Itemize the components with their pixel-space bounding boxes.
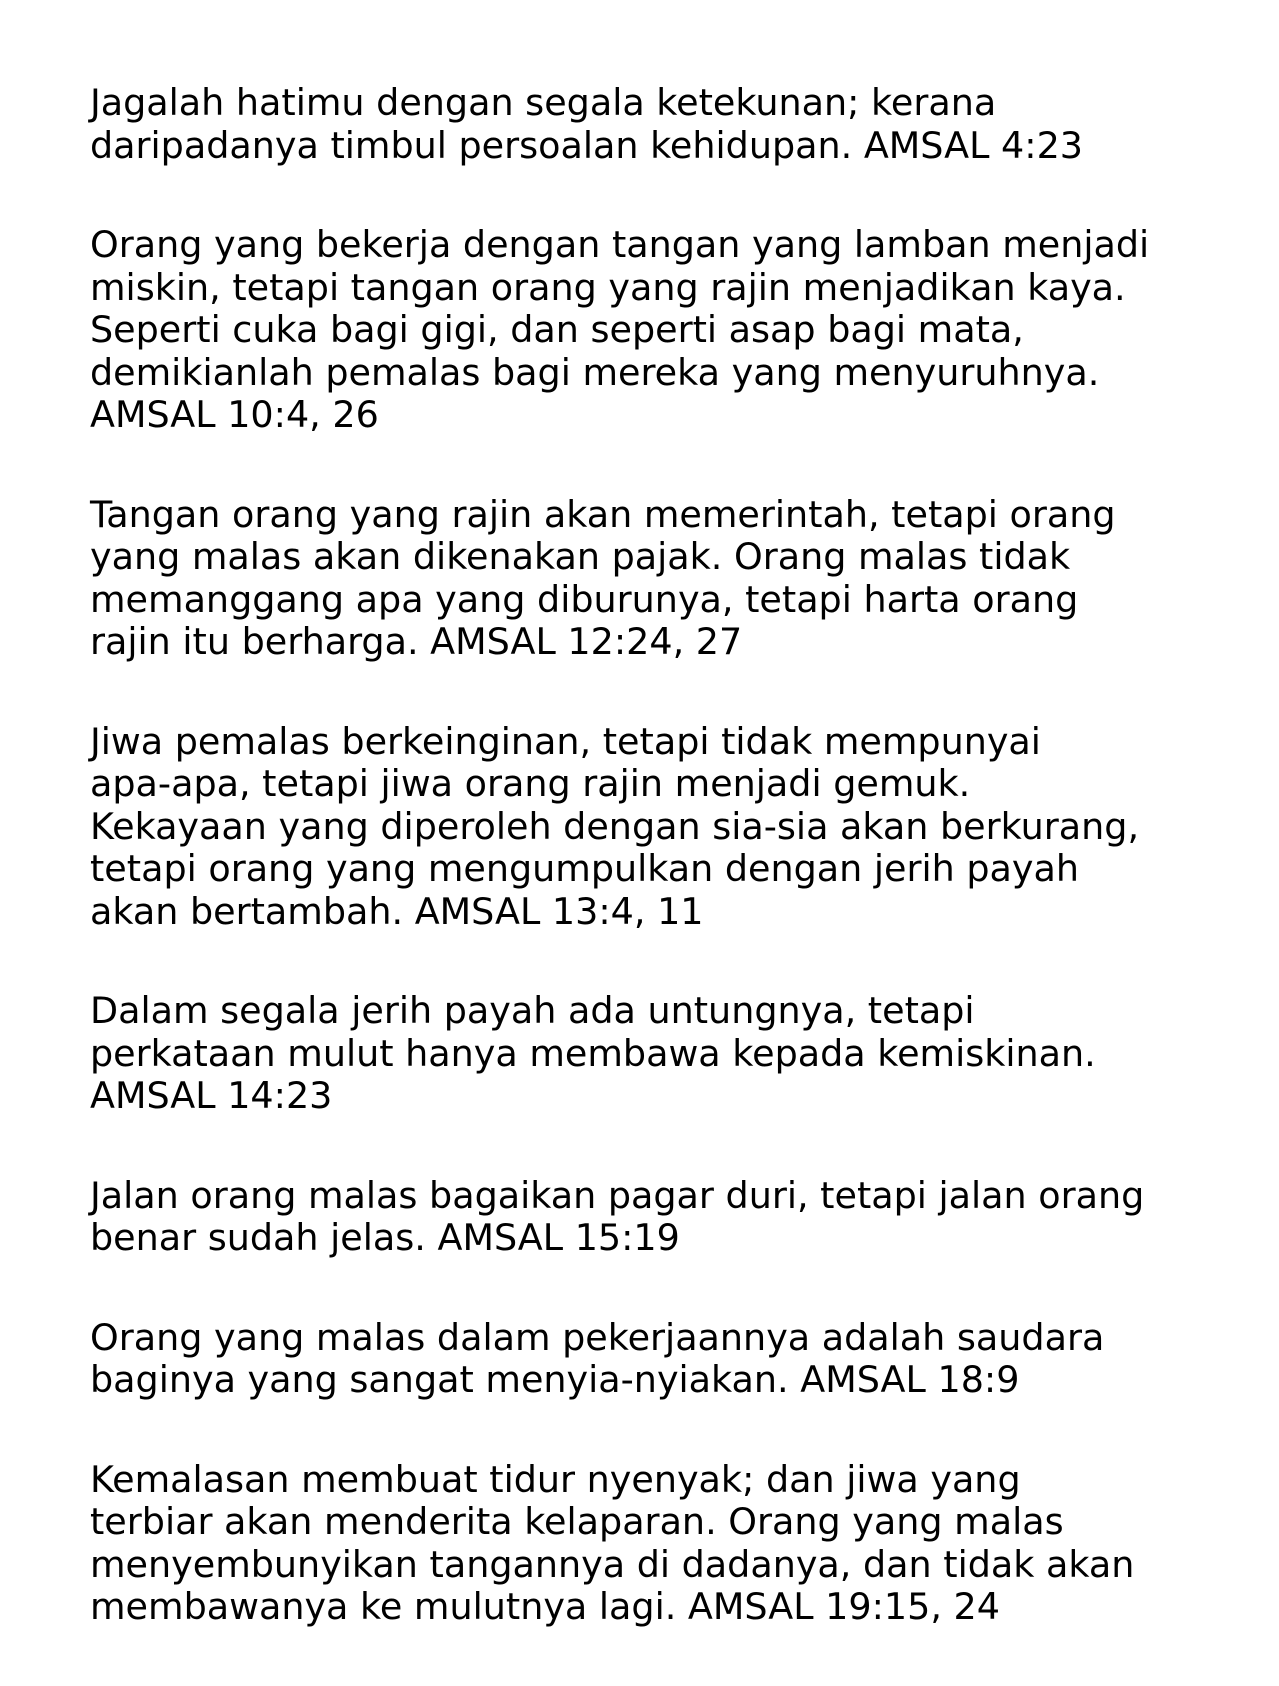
- verse-paragraph: [90, 990, 1220, 1118]
- verse-line: demikianlah pemalas bagi mereka yang menyuruhnya.: [90, 350, 1100, 394]
- verse-line: baginya yang sangat menyia-nyiakan. AMSAL 18:9: [90, 1358, 1020, 1401]
- verse-line: daripadanya timbul persoalan kehidupan. AMSAL 4:23: [90, 123, 1084, 167]
- verse-line: Jalan orang malas bagaikan pagar duri, tetapi jalan orang: [90, 1173, 1145, 1217]
- verse-line: terbiar akan menderita kelaparan. Orang yang malas: [90, 1500, 1064, 1543]
- verse-line: Kekayaan yang diperoleh dengan sia-sia akan berkurang,: [90, 804, 1140, 848]
- verse-line: AMSAL 14:23: [90, 1074, 333, 1117]
- verse-paragraph: [90, 1459, 1220, 1629]
- verse-line: perkataan mulut hanya membawa kepada kemiskinan.: [90, 1031, 1096, 1075]
- verse-line: Seperti cuka bagi gigi, dan seperti asap bagi mata,: [90, 308, 1024, 351]
- verse-paragraph: [90, 494, 1220, 664]
- verse-line: tetapi orang yang mengumpulkan dengan jerih payah: [90, 847, 1080, 890]
- verse-line: yang malas akan dikenakan pajak. Orang malas tidak: [90, 535, 1071, 578]
- verse-paragraph: [90, 1317, 1220, 1402]
- verse-line: akan bertambah. AMSAL 13:4, 11: [90, 889, 704, 933]
- verse-paragraph: [90, 721, 1220, 934]
- verse-line: AMSAL 10:4, 26: [90, 393, 379, 436]
- verse-line: benar sudah jelas. AMSAL 15:19: [90, 1216, 680, 1259]
- verse-line: Dalam segala jerih payah ada untungnya, tetapi: [90, 989, 975, 1032]
- document-page: [90, 82, 1220, 1686]
- verse-paragraph: [90, 82, 1220, 167]
- verse-line: membawanya ke mulutnya lagi. AMSAL 19:15, 24: [90, 1585, 1000, 1628]
- verse-line: Jagalah hatimu dengan segala ketekunan; kerana: [90, 81, 997, 124]
- verse-paragraph: [90, 224, 1220, 437]
- verse-line: Orang yang malas dalam pekerjaannya adalah saudara: [90, 1315, 1105, 1359]
- verse-line: memanggang apa yang diburunya, tetapi harta orang: [90, 577, 1079, 621]
- verse-line: apa-apa, tetapi jiwa orang rajin menjadi gemuk.: [90, 762, 971, 805]
- verse-line: menyembunyikan tangannya di dadanya, dan tidak akan: [90, 1542, 1135, 1586]
- verse-line: rajin itu berharga. AMSAL 12:24, 27: [90, 620, 743, 663]
- verse-line: Tangan orang yang rajin akan memerintah, tetapi orang: [90, 492, 1116, 536]
- verse-line: Orang yang bekerja dengan tangan yang lamban menjadi: [90, 223, 1150, 266]
- verse-line: Kemalasan membuat tidur nyenyak; dan jiwa yang: [90, 1457, 1021, 1501]
- verse-paragraph: [90, 1175, 1220, 1260]
- verse-line: miskin, tetapi tangan orang yang rajin menjadikan kaya.: [90, 265, 1126, 309]
- verse-line: Jiwa pemalas berkeinginan, tetapi tidak mempunyai: [90, 719, 1041, 763]
